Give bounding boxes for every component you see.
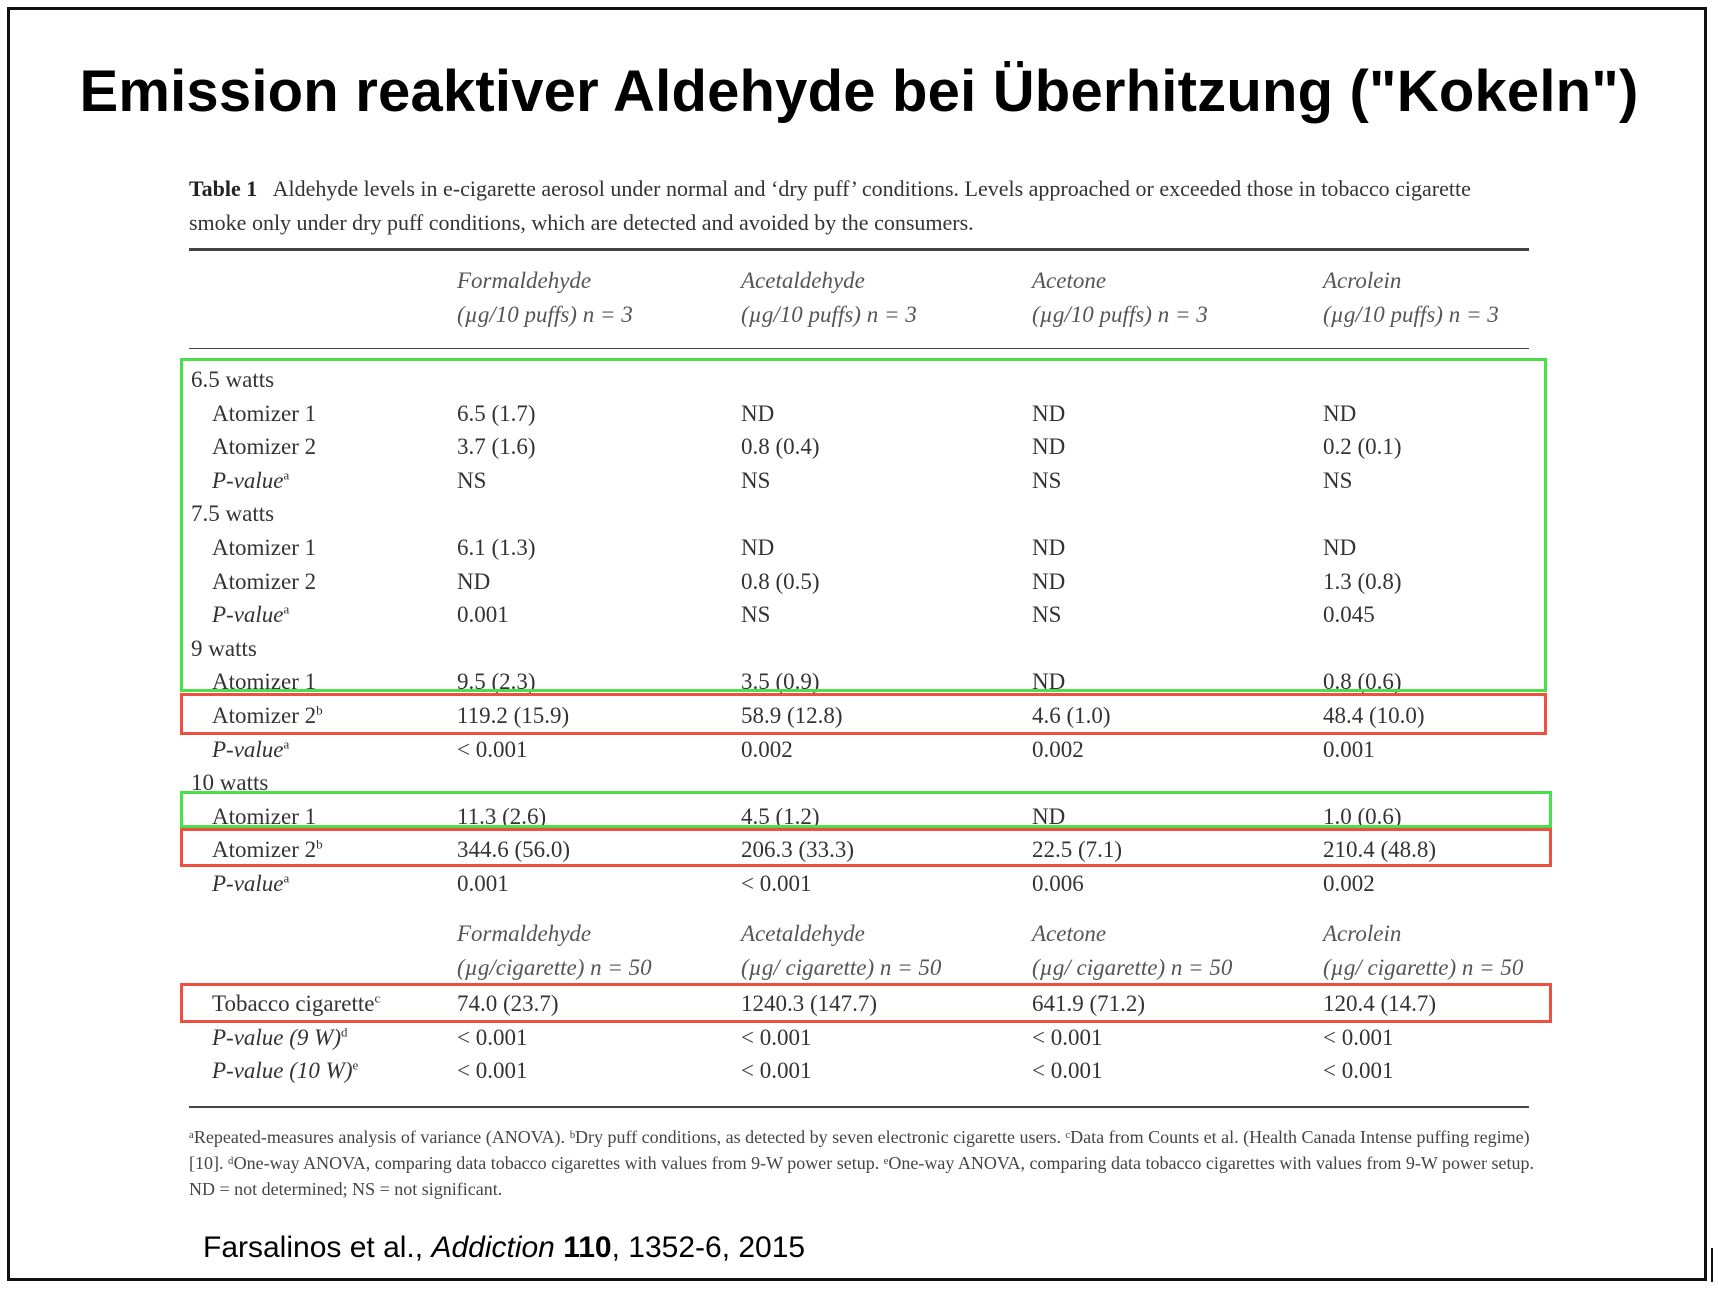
table-cell: NS — [741, 602, 771, 628]
row-label-text: Atomizer 1 — [212, 400, 317, 426]
footnote-marker: a — [283, 870, 290, 886]
header-acetaldehyde: Acetaldehyde — [741, 268, 865, 293]
header2-formaldehyde: Formaldehyde — [457, 921, 592, 946]
header-acrolein-unit: (µg/10 puffs) n = 3 — [1323, 302, 1499, 327]
header2-acetaldehyde: Acetaldehyde — [741, 921, 865, 946]
header2-acrolein-unit: (µg/ cigarette) n = 50 — [1323, 955, 1524, 980]
table-cell: 1.0 (0.6) — [1323, 803, 1402, 829]
citation — [203, 1231, 805, 1265]
tobacco-highlight-box — [180, 983, 1552, 1023]
table-cell: 6.5 (1.7) — [457, 400, 536, 426]
table-cell: NS — [1323, 467, 1353, 493]
row-label-text: P-value — [212, 871, 284, 896]
dry-puff-9w-highlight-box — [180, 693, 1547, 735]
table-cell: 0.045 — [1323, 602, 1375, 628]
table-cell: 11.3 (2.6) — [457, 803, 547, 829]
citation-volume: 110 — [563, 1231, 612, 1264]
row-label-text: 6.5 watts — [191, 367, 275, 392]
table-cell: 1240.3 (147.7) — [741, 991, 878, 1016]
row-label-text: Tobacco cigarette — [212, 991, 375, 1016]
row-label-text: P-value — [212, 736, 284, 762]
table-cell: 120.4 (14.7) — [1323, 991, 1437, 1016]
footnote-marker: a — [283, 467, 290, 483]
footnote-marker: a — [283, 735, 290, 751]
row-label-text: Atomizer 2 — [212, 434, 317, 460]
table-cell: 3.7 (1.6) — [457, 434, 536, 460]
table-cell: NS — [1032, 467, 1062, 493]
table-cell: < 0.001 — [741, 1058, 812, 1084]
table-cell: 641.9 (71.2) — [1032, 991, 1146, 1016]
table-cell: 0.002 — [741, 736, 793, 762]
table-cell: < 0.001 — [1323, 1058, 1394, 1084]
table-cell: < 0.001 — [741, 871, 812, 896]
table-cell: 22.5 (7.1) — [1032, 837, 1123, 863]
table-cell: ND — [1032, 400, 1066, 426]
table-cell: ND — [741, 535, 775, 560]
table-cell: 0.002 — [1323, 871, 1375, 896]
row-label-text: Atomizer 2 — [212, 837, 317, 863]
row-label — [212, 1054, 358, 1088]
row-label — [212, 1021, 348, 1055]
citation-journal: Addiction — [431, 1231, 555, 1264]
table-cell: ND — [1032, 669, 1066, 695]
table-cell: ND — [1323, 535, 1357, 560]
table-cell: ND — [1032, 434, 1066, 460]
table-caption — [189, 172, 1529, 240]
header-acetaldehyde-unit: (µg/10 puffs) n = 3 — [741, 302, 917, 327]
table-cell: ND — [741, 400, 775, 426]
table-cell: < 0.001 — [457, 736, 528, 762]
table-cell: ND — [1032, 568, 1066, 594]
row-label-text: Atomizer 1 — [212, 669, 317, 695]
table-cell: 4.6 (1.0) — [1032, 703, 1111, 728]
header2-acrolein: Acrolein — [1323, 921, 1402, 946]
table-cell: < 0.001 — [457, 1024, 528, 1050]
table-cell: 0.8 (0.4) — [741, 434, 820, 460]
table-cell: < 0.001 — [1032, 1024, 1103, 1050]
row-label — [212, 733, 289, 767]
table-cell: ND — [1032, 803, 1066, 829]
table-cell: 0.001 — [457, 602, 509, 628]
header-formaldehyde: Formaldehyde — [457, 268, 592, 293]
table-cell: 48.4 (10.0) — [1323, 703, 1425, 728]
slide-title: Emission reaktiver Aldehyde bei Überhitzung ("Kokeln") — [79, 59, 1639, 124]
table-cell: 74.0 (23.7) — [457, 991, 559, 1016]
table-cell: 6.1 (1.3) — [457, 535, 536, 560]
row-label-text: P-value — [212, 602, 284, 628]
table-cell: NS — [457, 467, 487, 493]
footnote-marker: c — [374, 990, 381, 1006]
row-label-text: Atomizer 1 — [212, 535, 317, 560]
table-cell: 119.2 (15.9) — [457, 703, 570, 728]
table-cell: 0.8 (0.5) — [741, 568, 820, 594]
header-acetone: Acetone — [1032, 268, 1107, 293]
table-cell: 3.5 (0.9) — [741, 669, 820, 695]
table-cell: 58.9 (12.8) — [741, 703, 843, 728]
row-label-text: 9 watts — [191, 635, 257, 661]
header-acetone-unit: (µg/10 puffs) n = 3 — [1032, 302, 1208, 327]
table-caption-text: Aldehyde levels in e-cigarette aerosol under normal and ‘dry puff’ conditions. Levels approached or exceeded those in tobacco cigarette smoke only under dry puff conditions, which are detected and avoided by the consumers. — [189, 176, 1471, 235]
normal-10w-highlight-box — [180, 791, 1552, 828]
row-label-text: Atomizer 2 — [212, 703, 317, 728]
row-label — [212, 867, 289, 901]
table-cell: ND — [1032, 535, 1066, 560]
table-cell: 1.3 (0.8) — [1323, 568, 1402, 594]
table-cell: 0.001 — [1323, 736, 1375, 762]
table-cell: NS — [1032, 602, 1062, 628]
header-formaldehyde-unit: (µg/10 puffs) n = 3 — [457, 302, 633, 327]
table-cell: < 0.001 — [457, 1058, 528, 1084]
header2-acetaldehyde-unit: (µg/ cigarette) n = 50 — [741, 955, 942, 980]
table-cell: 206.3 (33.3) — [741, 837, 855, 863]
edge-mark — [1711, 1248, 1713, 1282]
header2-acetone-unit: (µg/ cigarette) n = 50 — [1032, 955, 1233, 980]
row-label-text: 10 watts — [191, 770, 269, 796]
footnote-marker: e — [352, 1057, 359, 1073]
table-caption-label: Table 1 — [189, 176, 258, 201]
table-cell: < 0.001 — [1032, 1058, 1103, 1084]
table-cell: 0.006 — [1032, 871, 1084, 896]
table-cell: 344.6 (56.0) — [457, 837, 571, 863]
dry-puff-10w-highlight-box — [180, 828, 1552, 867]
header2-formaldehyde-unit: (µg/cigarette) n = 50 — [457, 955, 652, 980]
footnote-marker: d — [341, 1023, 348, 1039]
row-label-text: Atomizer 2 — [212, 568, 317, 594]
table-top-rule — [189, 248, 1529, 251]
table-cell: 0.001 — [457, 871, 509, 896]
row-label-text: P-value — [212, 467, 284, 493]
table-cell: NS — [741, 467, 771, 493]
table-cell: ND — [457, 568, 491, 594]
table-cell: 0.002 — [1032, 736, 1084, 762]
table-footnote: ᵃRepeated-measures analysis of variance (ANOVA). ᵇDry puff conditions, as detected by seven electronic cigarette users. ᶜData from Counts et al. (Health Canada Intense puffing regime) [10]. ᵈOne-way ANOVA, comparing data tobacco cigarettes with values from 9-W power setup. ᵉOne-way ANOVA, comparing data tobacco cigarettes with values from 9-W power setup. ND = not determined; NS = not significant. — [189, 1127, 1534, 1199]
footnote-marker: a — [283, 601, 290, 617]
row-label-text: 7.5 watts — [191, 501, 275, 527]
table-cell: < 0.001 — [1323, 1024, 1394, 1050]
table-cell: 4.5 (1.2) — [741, 803, 820, 829]
footnote-marker: b — [316, 702, 323, 718]
table-header-rule — [189, 348, 1529, 349]
footnote-marker: b — [316, 836, 323, 852]
header2-acetone: Acetone — [1032, 921, 1107, 946]
table-cell: ND — [1323, 400, 1357, 426]
header-acrolein: Acrolein — [1323, 268, 1402, 293]
table-cell: 9.5 (2.3) — [457, 669, 536, 695]
table-cell: < 0.001 — [741, 1024, 812, 1050]
citation-rest: , 1352-6, 2015 — [611, 1231, 806, 1264]
row-label-text: P-value (10 W) — [212, 1058, 353, 1084]
table-cell: 0.8 (0.6) — [1323, 669, 1402, 695]
table-cell: 0.2 (0.1) — [1323, 434, 1402, 460]
row-label-text: P-value (9 W) — [212, 1024, 341, 1050]
table-cell: 210.4 (48.8) — [1323, 837, 1437, 863]
row-label-text: Atomizer 1 — [212, 803, 317, 829]
normal-conditions-highlight-box — [180, 358, 1547, 695]
table-bottom-rule — [189, 1106, 1529, 1108]
citation-authors: Farsalinos et al., — [203, 1231, 432, 1264]
